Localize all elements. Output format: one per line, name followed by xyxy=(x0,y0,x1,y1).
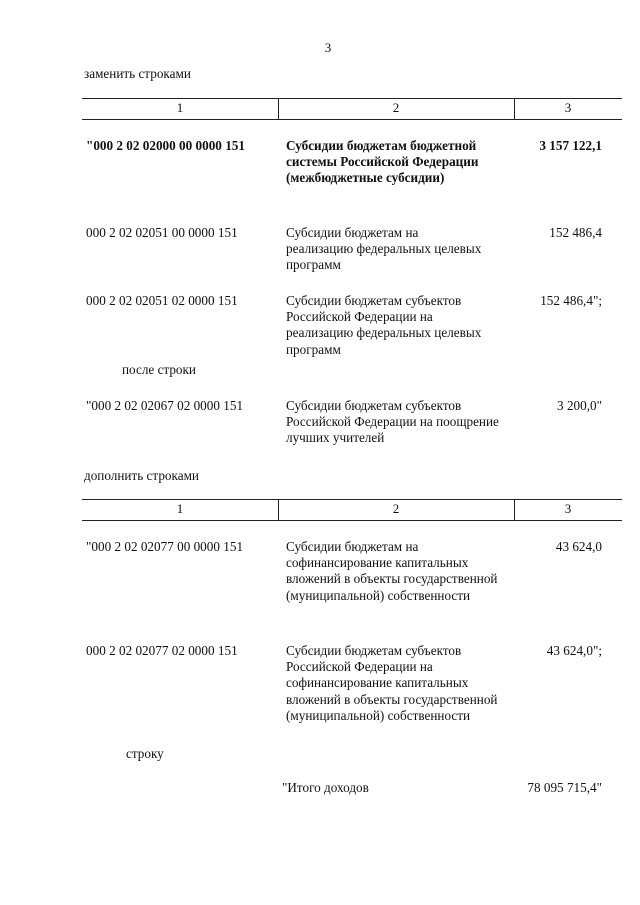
column-header-1: 1 xyxy=(176,501,184,516)
row-code: 000 2 02 02077 02 0000 151 xyxy=(86,643,238,658)
column-header-3: 3 xyxy=(564,501,572,516)
page-number: 3 xyxy=(324,40,332,55)
table-header-2 xyxy=(82,499,622,521)
row-value: 3 157 122,1 xyxy=(539,138,602,153)
total-label: "Итого доходов xyxy=(282,780,369,795)
row-value: 43 624,0"; xyxy=(546,643,602,658)
row-code: 000 2 02 02051 00 0000 151 xyxy=(86,225,238,240)
row-code: "000 2 02 02077 00 0000 151 xyxy=(86,539,244,554)
table-header-1 xyxy=(82,98,622,120)
row-code: "000 2 02 02067 02 0000 151 xyxy=(86,398,244,413)
row-value: 152 486,4 xyxy=(549,225,602,240)
row-value: 43 624,0 xyxy=(555,539,602,554)
row-label: строку xyxy=(126,746,164,761)
section-intro-replace: заменить строками xyxy=(84,66,191,81)
column-header-2: 2 xyxy=(392,100,400,115)
row-name: Субсидии бюджетам субъектов Российской Федерации на реализацию федеральных целевых программ xyxy=(286,293,482,357)
row-code: 000 2 02 02051 02 0000 151 xyxy=(86,293,238,308)
section-intro-add: дополнить строками xyxy=(84,468,199,483)
column-header-1: 1 xyxy=(176,100,184,115)
after-row-label: после строки xyxy=(122,362,196,377)
row-name: Субсидии бюджетам субъектов Российской Федерации на поощрение лучших учителей xyxy=(286,398,499,446)
column-header-3: 3 xyxy=(564,100,572,115)
row-code: "000 2 02 02000 00 0000 151 xyxy=(86,138,245,153)
row-name: Субсидии бюджетам на реализацию федеральных целевых программ xyxy=(286,225,482,273)
row-name: Субсидии бюджетам бюджетной системы Российской Федерации (межбюджетные субсидии) xyxy=(286,138,479,186)
row-name: Субсидии бюджетам на софинансирование капитальных вложений в объекты государственной (муниципальной) собственности xyxy=(286,539,498,603)
row-value: 152 486,4"; xyxy=(540,293,602,308)
column-header-2: 2 xyxy=(392,501,400,516)
row-name: Субсидии бюджетам субъектов Российской Федерации на софинансирование капитальных вложений в объекты государственной (муниципальной) собственности xyxy=(286,643,498,723)
total-value: 78 095 715,4" xyxy=(527,780,602,795)
row-value: 3 200,0" xyxy=(557,398,602,413)
